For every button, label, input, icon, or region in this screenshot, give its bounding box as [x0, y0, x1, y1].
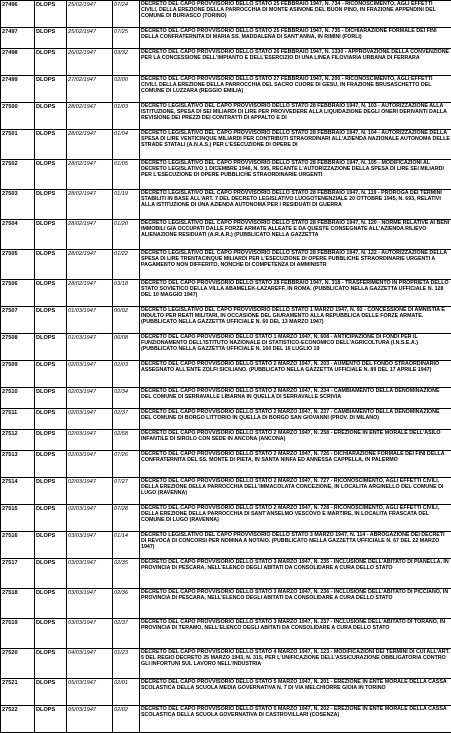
act-date: 02/03/1947 — [67, 478, 113, 505]
act-type: DLOPS — [35, 103, 67, 130]
table-row — [1, 361, 451, 388]
table-row — [1, 430, 451, 451]
act-type: DLOPS — [35, 505, 67, 532]
act-date: 28/02/1947 — [67, 280, 113, 307]
act-type: DLOPS — [35, 250, 67, 280]
act-date: 02/03/1947 — [67, 361, 113, 388]
act-description: DECRETO DEL CAPO PROVVISORIO DELLO STATO 25 FEBBRAIO 1947, N. 735 - DICHIARAZIONE FORMALE DEI FINI DELLA CONFRATERNITA DI MARIA SS. MADDALENA DI SANT'ANNA, IN RIMINI (FORLI) — [140, 28, 451, 49]
act-date: 05/03/1947 — [67, 706, 113, 733]
act-code: 07/24 — [113, 1, 140, 28]
record-number: 27516 — [1, 532, 35, 559]
act-date: 03/03/1947 — [67, 532, 113, 559]
act-description: DECRETO DEL CAPO PROVVISORIO DELLO STATO 2 MARZO 1947, N. 728 - RICONOSCIMENTO, AGLI EFFETTI CIVILI, DELLA EREZIONE DELLA PARROCCHIA DI SANT'ANSELMO VESCOVO E MARTIRE, IN LOCALITA FRASCATA DEL COMUNE DI LUGO (RAVENNA) — [140, 505, 451, 532]
table-row — [1, 619, 451, 649]
record-number: 27506 — [1, 280, 35, 307]
record-number: 27517 — [1, 559, 35, 589]
act-type: DLOPS — [35, 679, 67, 706]
act-code: 06/08 — [113, 334, 140, 361]
act-type: DLOPS — [35, 130, 67, 160]
act-description: DECRETO DEL CAPO PROVVISORIO DELLO STATO 25 FEBBRAIO 1947, N. 734 - RICONOSCIMENTO, AGLI EFFETTI CIVILI, DELLA EREZIONE DELLA PARROCCHIA DI MONTE ASINONE DEL BUON PINO, IN FRAZIONE APPENDINI DEL COMUNE DI BURIASCO (TORINO) — [140, 1, 451, 28]
table-row — [1, 388, 451, 409]
act-type: DLOPS — [35, 619, 67, 649]
record-number: 27508 — [1, 334, 35, 361]
act-description: DECRETO DEL CAPO PROVVISORIO DELLO STATO 2 MARZO 1947, N. 727 - RICONOSCIMENTO, AGLI EFFETTI CIVILI, DELLA EREZIONE DELLA PARROCCHIA DELL'IMMACOLATA CONCEZIONE, IN LOCALITA ARGINELLO DEL COMUNE DI LUGO (RAVENNA) — [140, 478, 451, 505]
act-description: DECRETO DEL CAPO PROVVISORIO DELLO STATO 27 FEBBRAIO 1947, N. 200 - RICONOSCIMENTO, AGLI EFFETTI CIVILI, DELLA EREZIONE DELLA PARROCCHIA DEL SACRO CUORE DI GESU, IN FRAZIONE BRUSASCHETTO DEL COMUNE DI LUZZARA (REGGIO EMILIA) — [140, 76, 451, 103]
act-code: 02/35 — [113, 559, 140, 589]
act-type: DLOPS — [35, 478, 67, 505]
table-row — [1, 451, 451, 478]
act-description: DECRETO DEL CAPO PROVVISORIO DELLO STATO 2 MARZO 1947, N. 234 - CAMBIAMENTO DELLA DENOMINAZIONE DEL COMUNE DI SERRAVALLE LIBARNA IN QUELLA DI SERRAVALLE SCRIVIA — [140, 388, 451, 409]
act-description: DECRETO LEGISLATIVO DEL CAPO PROVVISORIO DELLO STATO 28 FEBBRAIO 1947, N. 104 - AUTORIZZAZIONE DELLA SPESA DI LIRE VENTICINQUE MILIARDI PER CONTRIBUTI STRAORDINARI ALL'AZIENDA NAZIONALE AUTONOMA DELLE STRADE STATALI (A.N.A.S.) PER L'ESECUZIONE DI OPERE DI — [140, 130, 451, 160]
record-number: 27521 — [1, 679, 35, 706]
record-number: 27513 — [1, 451, 35, 478]
act-date: 03/03/1947 — [67, 589, 113, 619]
act-type: DLOPS — [35, 430, 67, 451]
table-row — [1, 103, 451, 130]
record-number: 27502 — [1, 160, 35, 190]
table-row — [1, 307, 451, 334]
act-date: 01/03/1947 — [67, 334, 113, 361]
act-description: DECRETO LEGISLATIVO DEL CAPO PROVVISORIO DELLO STATO 28 FEBBRAIO 1947, N. 122 - AUTORIZZAZIONE DELLA SPESA DI LIRE TRENTACINQUE MILIARDI PER L'ESECUZIONE DI OPERE PUBBLICHE STRAORDINARIE URGENTI A PAGAMENTO NON DIFFERITO, NONCHE DI COMPETENZA DI AMMINISTR — [140, 250, 451, 280]
table-row — [1, 160, 451, 190]
act-type: DLOPS — [35, 28, 67, 49]
act-description: DECRETO DEL CAPO PROVVISORIO DELLO STATO 2 MARZO 1947, N. 203 - AUMENTO DEL FONDO STRAORDINARIO ASSEGNATO ALL'ENTE ZOLFI SICILIANO. (PUBBLICATO NELLA GAZZETTA UFFICIALE N. 89 DEL 17 APRILE 1947) — [140, 361, 451, 388]
act-description: DECRETO DEL CAPO PROVVISORIO DELLO STATO 3 MARZO 1947, N. 235 - INCLUSIONE DELL'ABITATO DI PIANELLA, IN PROVINCIA DI PESCARA, NELL'ELENCO DEGLI ABITATI DA CONSOLIDARE A CURA DELLO STATO — [140, 559, 451, 589]
act-date: 28/02/1947 — [67, 250, 113, 280]
act-description: DECRETO DEL CAPO PROVVISORIO DELLO STATO 26 FEBBRAIO 1947, N. 1330 - APPROVAZIONE DELLA CONVENZIONE PER LA CONCESSIONE DELL'IMPIANTO E DELL'ESERCIZIO DI UNA LINEA FILOVIARIA URBANA DI FERRARA — [140, 49, 451, 76]
record-number: 27515 — [1, 505, 35, 532]
record-number: 27511 — [1, 409, 35, 430]
act-date: 25/02/1947 — [67, 1, 113, 28]
record-number: 27497 — [1, 28, 35, 49]
act-description: DECRETO LEGISLATIVO DEL CAPO PROVVISORIO DELLO STATO 28 FEBBRAIO 1947, N. 105 - MODIFICAZIONI AL DECRETO LEGISLATIVO 1 DICEMBRE 1946, N. 595, RECANTE L'AUTORIZZAZIONE DELLA SPESA DI LIRE SEI MILIARDI PER L'ESECUZIONE DI OPERE PUBBLICHE STRAORDINARIE URGENTI — [140, 160, 451, 190]
act-type: DLOPS — [35, 361, 67, 388]
record-number: 27503 — [1, 190, 35, 220]
table-row — [1, 409, 451, 430]
act-code: 01/19 — [113, 190, 140, 220]
record-number: 27522 — [1, 706, 35, 733]
table-row — [1, 1, 451, 28]
act-code: 07/26 — [113, 451, 140, 478]
act-type: DLOPS — [35, 76, 67, 103]
act-type: DLOPS — [35, 334, 67, 361]
record-number: 27504 — [1, 220, 35, 250]
act-description: DECRETO LEGISLATIVO DEL CAPO PROVVISORIO DELLO STATO 28 FEBBRAIO 1947, N. 119 - PROROGA DEI TERMINI STABILITI IN BASE ALL'ART. 7 DEL DECRETO LEGISLATIVO LUOGOTENENZIALE 20 OTTOBRE 1945, N. 693, RELATIVI ALLA ISTITUZIONE DI UNA AZIENDA AUTONOMA PER I RESIDUATI DI GUERRA — [140, 190, 451, 220]
table-row — [1, 220, 451, 250]
act-date: 05/03/1947 — [67, 679, 113, 706]
act-type: DLOPS — [35, 1, 67, 28]
table-row — [1, 706, 451, 733]
record-number: 27509 — [1, 361, 35, 388]
act-code: 01/20 — [113, 220, 140, 250]
act-description: DECRETO DEL CAPO PROVVISORIO DELLO STATO 2 MARZO 1947, N. 726 - DICHIARAZIONE FORMALE DEI FINI DELLA CONFRATERNITA DEL SS. MONTE DI PIETA, IN SANTA NINFA ED ANNESSA CAPPELLA, IN PALERMO — [140, 451, 451, 478]
act-date: 28/02/1947 — [67, 190, 113, 220]
act-description: DECRETO DEL CAPO PROVVISORIO DELLO STATO 3 MARZO 1947, N. 236 - INCLUSIONE DELL'ABITATO DI PICCIANO, IN PROVINCIA DI PESCARA, NELL'ELENCO DEGLI ABITATI DA CONSOLIDARE A CURA DELLO STATO — [140, 589, 451, 619]
record-number: 27520 — [1, 649, 35, 679]
act-date: 26/02/1947 — [67, 49, 113, 76]
act-date: 25/02/1947 — [67, 28, 113, 49]
table-row — [1, 49, 451, 76]
table-row — [1, 76, 451, 103]
act-code: 02/34 — [113, 388, 140, 409]
table-row — [1, 679, 451, 706]
act-code: 00/92 — [113, 307, 140, 334]
act-date: 03/03/1947 — [67, 619, 113, 649]
act-code: 03/18 — [113, 280, 140, 307]
table-row — [1, 130, 451, 160]
act-code: 01/04 — [113, 130, 140, 160]
act-date: 28/02/1947 — [67, 130, 113, 160]
act-code: 02/58 — [113, 430, 140, 451]
act-date: 02/03/1947 — [67, 505, 113, 532]
act-code: 02/37 — [113, 619, 140, 649]
table-row — [1, 649, 451, 679]
act-type: DLOPS — [35, 160, 67, 190]
act-date: 01/03/1947 — [67, 307, 113, 334]
act-date: 02/03/1947 — [67, 451, 113, 478]
act-type: DLOPS — [35, 388, 67, 409]
act-code: 02/37 — [113, 409, 140, 430]
act-date: 04/03/1947 — [67, 649, 113, 679]
act-description: DECRETO DEL CAPO PROVVISORIO DELLO STATO 2 MARZO 1947, N. 237 - CAMBIAMENTO DELLA DENOMINAZIONE DEL COMUNE DI BORGO LITTORIO IN QUELLA DI BORGO SAN GIOVANNI (PROV. DI MILANO) — [140, 409, 451, 430]
act-type: DLOPS — [35, 589, 67, 619]
act-description: DECRETO DEL CAPO PROVVISORIO DELLO STATO 28 FEBBRAIO 1947, N. 318 - TRASFERIMENTO IN PROPRIETA DELLO STATO SOVIETICO DELLA VILLA ABAMELEK-LAZAREFF, IN ROMA. (PUBBLICATO NELLA GAZZETTA UFFICIALE N. 128 DEL 10 MAGGIO 1947) — [140, 280, 451, 307]
act-code: 07/25 — [113, 28, 140, 49]
act-type: DLOPS — [35, 190, 67, 220]
act-code: 01/23 — [113, 649, 140, 679]
table-row — [1, 559, 451, 589]
act-type: DLOPS — [35, 706, 67, 733]
act-date: 28/02/1947 — [67, 160, 113, 190]
act-code: 07/27 — [113, 478, 140, 505]
act-code: 01/22 — [113, 250, 140, 280]
act-description: DECRETO DEL CAPO PROVVISORIO DELLO STATO 5 MARZO 1947, N. 202 - EREZIONE IN ENTE MORALE DELLA CASSA SCOLASTICA DELLA SCUOLA GOVERNATIVA DI CASTROVILLARI (COSENZA) — [140, 706, 451, 733]
act-type: DLOPS — [35, 49, 67, 76]
act-description: DECRETO DEL CAPO PROVVISORIO DELLO STATO 3 MARZO 1947, N. 237 - INCLUSIONE DELL'ABITATO DI TORANO, IN PROVINCIA DI TERAMO, NELL'ELENCO DEGLI ABITATI DA CONSOLIDARE A CURA DELLO STATO — [140, 619, 451, 649]
act-date: 02/03/1947 — [67, 409, 113, 430]
act-code: 02/01 — [113, 679, 140, 706]
act-code: 02/03 — [113, 361, 140, 388]
act-description: DECRETO DEL CAPO PROVVISORIO DELLO STATO 2 MARZO 1947, N. 258 - EREZIONE IN ENTE MORALE DELL'ASILO INFANTILE DI SIROLO CON SEDE IN ANCONA (ANCONA) — [140, 430, 451, 451]
act-code: 02/02 — [113, 706, 140, 733]
act-description: DECRETO DEL CAPO PROVVISORIO DELLO STATO 5 MARZO 1947, N. 201 - EREZIONE IN ENTE MORALE DELLA CASSA SCOLASTICA DELLA SCUOLA MEDIA GOVERNATIVA N. 7 DI VIA MELCHIORRE GIOIA IN TORINO — [140, 679, 451, 706]
record-number: 27499 — [1, 76, 35, 103]
record-number: 27500 — [1, 103, 35, 130]
record-number: 27507 — [1, 307, 35, 334]
act-description: DECRETO DEL CAPO PROVVISORIO DELLO STATO 1 MARZO 1947, N. 608 - ANTICIPAZIONE DI FONDI PER IL FUNZIONAMENTO DELL'ISTITUTO NAZIONALE DI STATISTICO-ECONOMICO DELL'AGRICOLTURA (I.N.S.E.A.) (PUBBLICATO NELLA GAZZETTA UFFICIALE N. 160 DEL 16 LUGLIO 19 — [140, 334, 451, 361]
table-row — [1, 28, 451, 49]
record-number: 27519 — [1, 619, 35, 649]
act-date: 03/03/1947 — [67, 559, 113, 589]
act-date: 02/03/1947 — [67, 430, 113, 451]
record-number: 27514 — [1, 478, 35, 505]
act-date: 28/02/1947 — [67, 220, 113, 250]
record-number: 27505 — [1, 250, 35, 280]
act-type: DLOPS — [35, 649, 67, 679]
act-type: DLOPS — [35, 307, 67, 334]
record-number: 27518 — [1, 589, 35, 619]
act-type: DLOPS — [35, 532, 67, 559]
table-row — [1, 334, 451, 361]
record-number: 27512 — [1, 430, 35, 451]
act-code: 01/14 — [113, 532, 140, 559]
table-row — [1, 250, 451, 280]
act-description: DECRETO LEGISLATIVO DEL CAPO PROVVISORIO DELLO STATO 1 MARZO 1947, N. 92 - CONCESSIONE DI AMNISTIA E INDULTO PER REATI MILITARI, IN OCCASIONE DEL GIURAMENTO ALLA REPUBBLICA DELLE FORZE ARMATE. (PUBBLICATO NELLA GAZZETTA UFFICIALE N. 60 DEL 13 MARZO 1947) — [140, 307, 451, 334]
record-number: 27510 — [1, 388, 35, 409]
act-type: DLOPS — [35, 451, 67, 478]
act-code: 02/36 — [113, 589, 140, 619]
record-number: 27496 — [1, 1, 35, 28]
act-code: 03/32 — [113, 49, 140, 76]
table-row — [1, 505, 451, 532]
record-number: 27498 — [1, 49, 35, 76]
record-number: 27501 — [1, 130, 35, 160]
act-date: 02/03/1947 — [67, 388, 113, 409]
act-date: 27/02/1947 — [67, 76, 113, 103]
act-type: DLOPS — [35, 220, 67, 250]
act-description: DECRETO LEGISLATIVO DEL CAPO PROVVISORIO DELLO STATO 3 MARZO 1947, N. 114 - ABROGAZIONE DEI DECRETI DI REVOCA DI CONCORSI PER NOMINA A NOTAIO. (PUBBLICATO NELLA GAZZETTA UFFICIALE N. 67 DEL 22 MARZO 1947) — [140, 532, 451, 559]
act-code: 02/00 — [113, 76, 140, 103]
table-row — [1, 589, 451, 619]
table-row — [1, 190, 451, 220]
act-type: DLOPS — [35, 409, 67, 430]
act-code: 01/05 — [113, 160, 140, 190]
act-date: 28/02/1947 — [67, 103, 113, 130]
act-type: DLOPS — [35, 280, 67, 307]
act-type: DLOPS — [35, 559, 67, 589]
act-description: DECRETO DEL CAPO PROVVISORIO DELLO STATO 4 MARZO 1947, N. 123 - MODIFICAZIONI DEI TERMINI DI CUI ALL'ART. 5 DEL REGIO DECRETO 25 MARZO 1943, N. 315, PER L'UNIFICAZIONE DELL'ASSICURAZIONE OBBLIGATORIA CONTRO GLI INFORTUNI SUL LAVORO NELL'INDUSTRIA — [140, 649, 451, 679]
table-row — [1, 280, 451, 307]
act-code: 07/28 — [113, 505, 140, 532]
table-row — [1, 478, 451, 505]
act-description: DECRETO LEGISLATIVO DEL CAPO PROVVISORIO DELLO STATO 28 FEBBRAIO 1947, N. 103 - AUTORIZZAZIONE ALLA ISTITUZIONE, SPESA DI SEI MILIARDI DI LIRE PER PROVVEDERE ALLA LIQUIDAZIONE DEGLI ONERI DERIVANTI DALLA REVISIONE DEI PREZZI DEI CONTRATTI DI APPALTO E DI — [140, 103, 451, 130]
act-description: DECRETO LEGISLATIVO DEL CAPO PROVVISORIO DELLO STATO 28 FEBBRAIO 1947, N. 120 - NORME RELATIVE AI BENI IMMOBILI GIA OCCUPATI DALLE FORZE ARMATE ALLEATE E DA QUESTE CONSEGNATE ALL'AZIENDA RILIEVO ALIENAZIONE RESIDUATI (A.R.A.R.) (PUBBLICATO NELLA GAZZETTA — [140, 220, 451, 250]
act-code: 01/03 — [113, 103, 140, 130]
table-row — [1, 532, 451, 559]
